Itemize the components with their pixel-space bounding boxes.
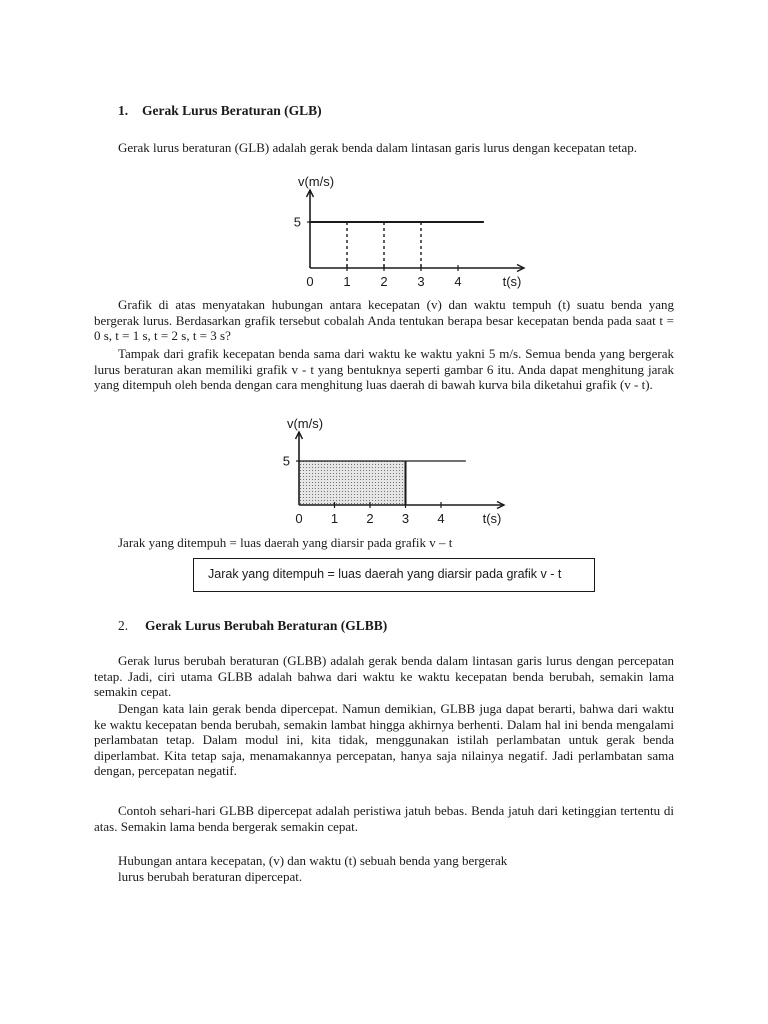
chart-velocity-time-2 — [266, 412, 530, 534]
section-2-number: 2. — [118, 618, 129, 633]
chart-2-y-axis-label: v(m/s) — [286, 416, 324, 431]
chart-1-x-tick-label-0: 0 — [306, 274, 314, 289]
chart-2-x-tick-label-4: 4 — [437, 511, 445, 526]
section-1-paragraph-3: Tampak dari grafik kecepatan benda sama dari waktu ke waktu yakni 5 m/s. Semua benda yang bergerak lurus beraturan akan memiliki grafik v - t yang bentuknya seperti gambar 6 itu. Anda dapat menghitung jarak yang ditempuh oleh benda dengan cara menghitung luas daerah di bawah kurva bila diketahui grafik (v - t). — [94, 346, 674, 392]
distance-formula-box — [193, 558, 595, 592]
distance-formula-text: Jarak yang ditempuh = luas daerah yang diarsir pada grafik v - t — [208, 567, 562, 582]
section-2-heading — [118, 618, 387, 634]
chart-2-shaded-area — [299, 461, 406, 505]
chart-velocity-time-1 — [280, 170, 540, 292]
chart-1-x-axis-label: t(s) — [502, 274, 522, 289]
chart-1-y-axis-label: v(m/s) — [297, 174, 335, 189]
chart-2-x-tick-label-2: 2 — [366, 511, 374, 526]
chart-1-x-tick-label-4: 4 — [454, 274, 462, 289]
chart-2-x-axis-label: t(s) — [482, 511, 502, 526]
section-1-paragraph-1: Gerak lurus beraturan (GLB) adalah gerak benda dalam lintasan garis lurus dengan kecepatan tetap. — [118, 140, 638, 155]
chart-1-x-tick-label-1: 1 — [343, 274, 351, 289]
chart-2-x-tick-label-1: 1 — [330, 511, 339, 526]
section-2-paragraph-4 — [118, 853, 588, 884]
section-2-title: Gerak Lurus Berubah Beraturan (GLBB) — [145, 618, 388, 633]
section-2-paragraph-4-line-1: Hubungan antara kecepatan, (v) dan waktu (t) sebuah benda yang bergerak — [118, 853, 508, 868]
section-2-paragraph-2: Dengan kata lain gerak benda dipercepat. Namun demikian, GLBB juga dapat berarti, bahwa dari waktu ke waktu kecepatan benda berubah, semakin lambat hingga akhirnya berhenti. Dalam hal ini benda mengalami perlambatan tetap. Dalam modul ini, kita tidak, menggunakan istilah perlambatan untuk gerak benda diperlambat. Kita tetap saja, menamakannya percepatan, hanya saja nilainya negatif. Jadi perlambatan sama dengan, percepatan negatif. — [94, 701, 674, 778]
section-2-paragraph-3: Contoh sehari-hari GLBB dipercepat adalah peristiwa jatuh bebas. Benda jatuh dari ketinggian tertentu di atas. Semakin lama benda bergerak semakin cepat. — [94, 803, 674, 834]
chart-1-x-tick-label-3: 3 — [417, 274, 425, 289]
chart-1-y-tick-label-5: 5 — [293, 214, 301, 230]
section-1-title: Gerak Lurus Beraturan (GLB) — [142, 103, 322, 118]
section-1-number: 1. — [118, 103, 129, 118]
section-2-paragraph-1: Gerak lurus berubah beraturan (GLBB) adalah gerak benda dalam lintasan garis lurus dengan percepatan tetap. Jadi, ciri utama GLBB adalah bahwa dari waktu ke waktu kecepatan benda berubah, semakin lama semakin cepat. — [94, 653, 674, 699]
section-2-paragraph-4-line-2: lurus berubah beraturan dipercepat. — [118, 868, 303, 884]
section-1-heading — [118, 103, 322, 119]
chart-1-x-tick-label-2: 2 — [380, 274, 388, 289]
section-1-paragraph-4: Jarak yang ditempuh = luas daerah yang diarsir pada grafik v – t — [118, 535, 453, 550]
section-1-paragraph-2: Grafik di atas menyatakan hubungan antara kecepatan (v) dan waktu tempuh (t) suatu benda yang bergerak lurus. Berdasarkan grafik tersebut cobalah Anda tentukan berapa besar kecepatan benda pada saat t = 0 s, t = 1 s, t = 2 s, t = 3 s? — [94, 297, 674, 343]
chart-2-x-tick-label-3: 3 — [401, 511, 410, 526]
chart-2-y-tick-label-5: 5 — [282, 453, 290, 469]
chart-2-x-tick-label-0: 0 — [295, 511, 303, 526]
